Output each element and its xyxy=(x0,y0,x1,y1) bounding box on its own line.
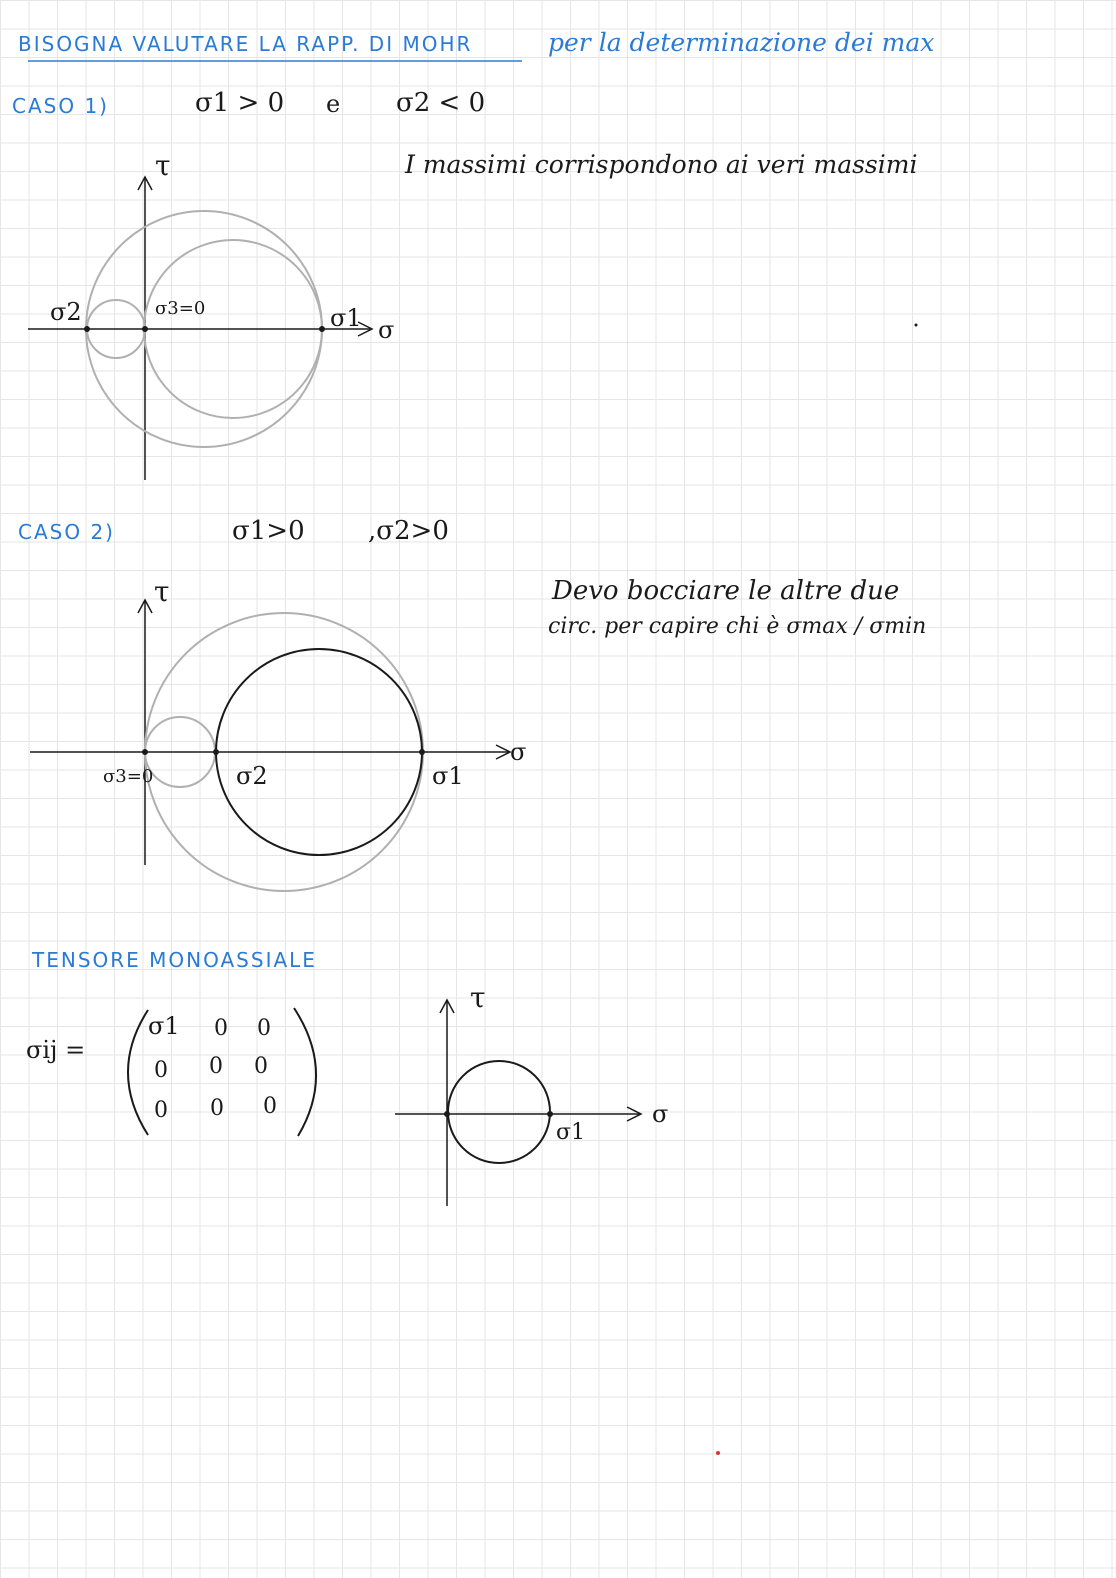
case2-label: CASO 2) xyxy=(18,520,115,544)
case2-condition-b: ,σ2>0 xyxy=(368,516,449,546)
matrix-cell-0-0: σ1 xyxy=(148,1012,180,1040)
case1-sigma2-label: σ2 xyxy=(50,298,82,326)
matrix-cell-2-1: 0 xyxy=(210,1096,224,1121)
case1-conjunction: e xyxy=(326,90,341,118)
case1-sigma1-label: σ1 xyxy=(330,304,362,332)
mono-sigma-label: σ xyxy=(652,1100,669,1128)
matrix-cell-2-0: 0 xyxy=(154,1098,168,1123)
case1-tau-label: τ xyxy=(155,149,171,182)
mono-title: TENSORE MONOASSIALE xyxy=(32,948,317,972)
case1-note: I massimi corrispondono ai veri massimi xyxy=(405,150,918,179)
matrix-cell-1-2: 0 xyxy=(254,1054,268,1079)
mono-tau-label: τ xyxy=(470,981,486,1014)
case1-label: CASO 1) xyxy=(12,94,109,118)
case1-condition-a: σ1 > 0 xyxy=(195,88,285,118)
matrix-cell-2-2: 0 xyxy=(263,1094,277,1119)
case2-sigma2-label: σ2 xyxy=(236,762,268,790)
matrix-cell-0-2: 0 xyxy=(257,1016,271,1041)
case2-note-line2: circ. per capire chi è σmax / σmin xyxy=(548,614,927,639)
matrix-cell-1-1: 0 xyxy=(209,1054,223,1079)
case1-condition-b: σ2 < 0 xyxy=(396,88,486,118)
header-title: BISOGNA VALUTARE LA RAPP. DI MOHR xyxy=(18,32,473,56)
matrix-cell-1-0: 0 xyxy=(154,1058,168,1083)
case2-sigma1-label: σ1 xyxy=(432,762,464,790)
case2-tau-label: τ xyxy=(154,575,170,608)
case2-sigma3-label: σ3=0 xyxy=(103,766,154,787)
case2-sigma-label: σ xyxy=(510,738,527,766)
mono-sigma1-label: σ1 xyxy=(556,1120,586,1145)
matrix-cell-0-1: 0 xyxy=(214,1016,228,1041)
case2-note-line1: Devo bocciare le altre due xyxy=(552,576,900,606)
case1-sigma3-label: σ3=0 xyxy=(155,298,206,319)
header-subtitle: per la determinazione dei max xyxy=(548,28,935,57)
case2-condition-a: σ1>0 xyxy=(232,516,305,546)
case1-sigma-label: σ xyxy=(378,316,395,344)
mono-lhs: σij = xyxy=(26,1036,86,1064)
